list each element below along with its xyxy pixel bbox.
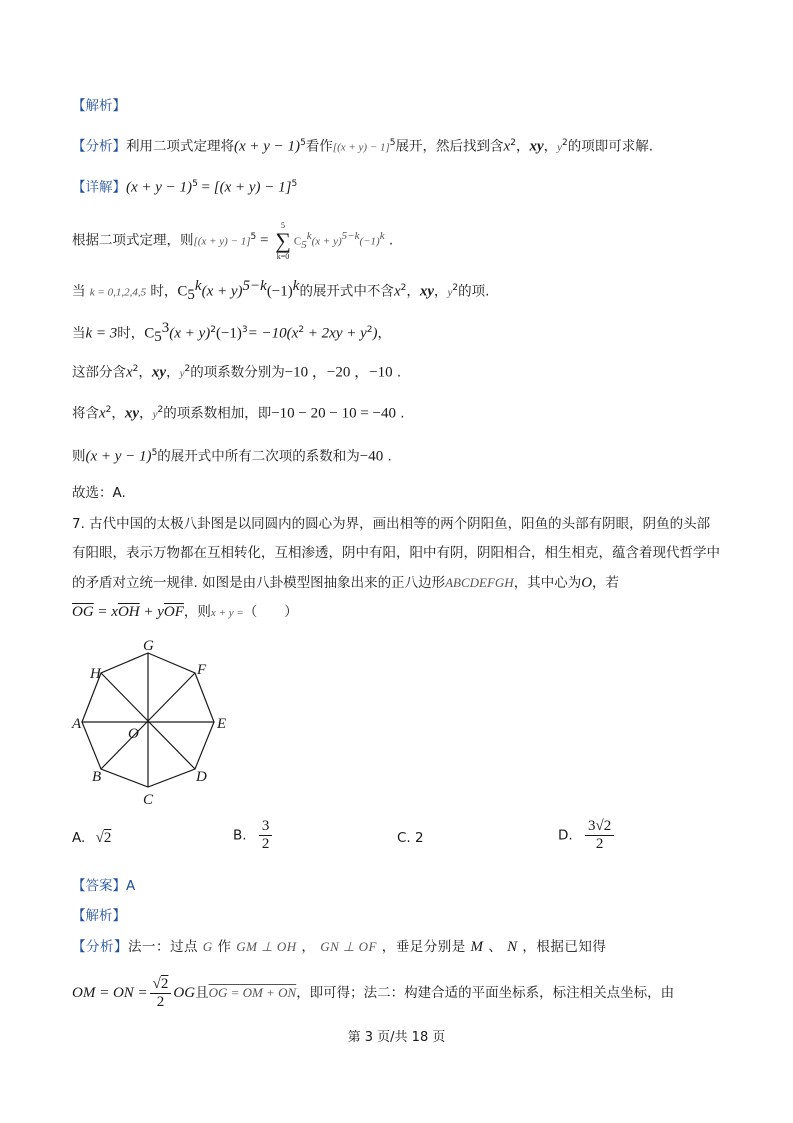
method-text-3: ，: [301, 939, 316, 955]
vec-of: $\overline{OF}$: [163, 604, 184, 620]
method-text-8: ，即可得；法二：构建合适的平面坐标系，标注相关点坐标，由: [296, 985, 675, 1001]
analysis-method-line: 【分析】法一：过点 G 作 GM ⊥ OH ， GN ⊥ OF ，垂足分别是 M 、 N ，根据已知得: [72, 939, 607, 955]
math-xy-sum: x + y =: [210, 607, 244, 619]
q7-text-2: ，其中心为: [513, 575, 582, 591]
octagon-figure: [70, 638, 240, 810]
math-gm: GM ⊥ OH: [236, 939, 297, 954]
math-c-exp: 5−k: [341, 230, 360, 242]
math-xy: xy: [529, 138, 544, 155]
q7-paren: （ ）: [243, 604, 298, 620]
math-m: M: [470, 939, 484, 955]
method-text-4: ，垂足分别是: [381, 939, 466, 955]
math-poly: (x + y − 1): [234, 138, 301, 155]
math-bracket: [(x + y) − 1]: [332, 141, 390, 154]
case-k-line: 当 k = 0,1,2,4,5 时，$C_5^k(x + y)^{5-k}(-1)^k$的展开式中不含$x^2$，xy，$y^2$的项.: [72, 278, 490, 304]
option-a-value: 2: [103, 830, 112, 846]
analysis-method-tag: 【分析】: [72, 939, 128, 955]
math-n: N: [507, 939, 518, 955]
option-d-num: 3√2: [585, 818, 614, 836]
section-analysis-heading-2: 【解析】: [72, 908, 126, 924]
label-g: G: [143, 638, 154, 654]
method-text-7: 且: [195, 985, 209, 1001]
math-exp-detail: 5: [192, 179, 198, 189]
analysis-text-3: 展开，然后找到含: [395, 138, 504, 155]
option-a[interactable]: A. √2: [72, 830, 112, 846]
coef-line: 这部分含$x^2$，xy，$y^2$的项系数分别为−10 ，−20 ，−10 .: [72, 364, 402, 381]
math-gn: GN ⊥ OF: [320, 939, 377, 954]
math-coefs: −10 ，−20 ，−10: [284, 364, 393, 381]
coef-sum-mid: 的项系数相加，即: [163, 405, 272, 422]
math-c-negexp: k: [379, 230, 385, 242]
coef-sum-line: 将含$x^2$，xy，$y^2$的项系数相加，即−10 − 20 − 10 = −40 .: [72, 405, 405, 422]
math-c: C: [293, 235, 302, 248]
q7-polygon: ABCDEFGH: [445, 575, 514, 590]
q7-text-3: ，若: [592, 575, 620, 591]
eq-y: + y: [139, 604, 164, 620]
analysis-text-1: 利用二项式定理将: [126, 138, 234, 155]
case-prefix: 当: [72, 283, 86, 300]
sum-bottom: k=0: [276, 251, 290, 261]
eq-x: = x: [93, 604, 118, 620]
math-y2: y: [557, 141, 562, 154]
q7-text: 7. 古代中国的太极八卦图是以同圆内的圆心为界，画出相等的两个阴阳鱼，阳鱼的头部有阴眼，阴鱼的头部有阳眼，表示万物都在互相转化，互相渗透，阴中有阳，阳中有阴，阴阳相合，相生相克，蕴含着现代哲学中的矛盾对立统一规律. 如图是由八卦模型图抽象出来的正八边形: [72, 516, 720, 591]
math-vec-eq: OG = OM + ON: [208, 985, 297, 1000]
math-c-sup: k: [306, 230, 312, 242]
conclusion-line: 则$(x + y - 1)^5$的展开式中所有二次项的系数和为−40 .: [72, 448, 392, 465]
math-k3: k = 3: [85, 325, 118, 342]
math-exp: 5: [300, 138, 306, 148]
case-tail: 的项.: [458, 283, 490, 300]
answer-tag: 【答案】A: [72, 878, 136, 894]
math-c-neg: (−1): [359, 235, 380, 248]
sum-top: 5: [281, 220, 286, 230]
q7-then: ，则: [183, 604, 211, 620]
option-b-label: B.: [233, 827, 247, 844]
label-b: B: [92, 769, 102, 785]
math-poly-detail: (x + y − 1): [126, 179, 193, 196]
analysis-tag: 【分析】: [72, 138, 126, 155]
label-a: A: [72, 716, 82, 732]
detail-tag: 【详解】: [72, 179, 126, 196]
page-footer: 第 3 页/共 18 页: [347, 1030, 446, 1045]
label-f: F: [197, 662, 207, 678]
math-x2: x: [503, 138, 511, 155]
math-sum-coefs: −10 − 20 − 10 = −40: [271, 405, 397, 422]
math-og: OG: [173, 985, 196, 1001]
option-b[interactable]: [233, 818, 274, 853]
q7-center: O: [581, 575, 593, 591]
option-b-den: 2: [261, 836, 270, 852]
k3-prefix: 当: [72, 325, 86, 342]
math-c3-expr: = −10(x: [247, 325, 299, 342]
math-exp-2: 5: [389, 138, 396, 148]
option-d-label: D.: [558, 827, 573, 844]
label-h: H: [90, 666, 101, 682]
label-d: D: [196, 769, 207, 785]
label-c: C: [143, 792, 154, 808]
k3-mid: 时，: [117, 325, 145, 342]
case-end: 的展开式中不含: [299, 283, 394, 300]
analysis-paragraph: 【分析】利用二项式定理将$(x + y - 1)^5$看作$[(x + y) - 1]^5$展开，然后找到含$x^2$，xy，$y^2$的项即可求解.: [72, 138, 654, 155]
math-c-rest: (x + y): [311, 235, 342, 248]
math-total: −40: [359, 448, 384, 465]
analysis-method-line-2: OM = ON = $\frac{√2}{2}$ OG且OG = OM + ON，即可得；法二：构建合适的平面坐标系，标注相关点坐标，由: [72, 975, 675, 1010]
sigma-symbol: 5 ∑ k=0: [275, 220, 291, 261]
answer-line: [72, 876, 135, 896]
math-bracket-2: [(x + y) − 1]: [193, 235, 251, 248]
section-analysis-heading: 【解析】: [72, 98, 126, 114]
method-text-6: ，根据已知得: [522, 939, 607, 955]
option-c[interactable]: C. 2: [397, 830, 424, 846]
label-o: O: [128, 726, 139, 742]
option-a-label: A.: [72, 830, 86, 846]
case-k3-line: 当k = 3时，$C_5^3(x + y)^2(-1)^3= -10(x^2 + 2xy + y^2)$，: [72, 320, 391, 346]
coef-mid: 的项系数分别为: [190, 364, 285, 381]
question-7: [72, 510, 720, 628]
method-text-5: 、: [488, 939, 503, 955]
option-d-den: 2: [595, 836, 604, 852]
label-e: E: [217, 716, 227, 732]
math-c3-tail: + 2xy + y: [304, 325, 367, 342]
analysis-text-4: 的项即可求解.: [567, 138, 654, 155]
analysis-text-2: 看作: [305, 138, 333, 155]
math-c-sub: 5: [301, 239, 307, 252]
option-b-num: 3: [259, 818, 273, 836]
case-mid: 时，: [150, 283, 178, 300]
method-text-2: 作: [217, 939, 232, 955]
conclusion-text: 则: [72, 448, 86, 465]
choice-line: 故选：A.: [72, 485, 126, 501]
conclusion-mid: 的展开式中所有二次项的系数和为: [157, 448, 360, 465]
vec-og: $\overline{OG}$: [72, 604, 94, 620]
coef-sum-text: 将含: [72, 405, 99, 422]
binomial-line: 根据二项式定理，则$[(x + y) - 1]^5$ = 5 ∑ k=0 $C_5^k(x + y)^{5-k}(-1)^k$ .: [72, 220, 394, 261]
option-d[interactable]: [558, 818, 616, 853]
binomial-prefix: 根据二项式定理，则: [72, 232, 194, 249]
detail-paragraph: 【详解】$(x + y - 1)^5 = [(x + y) - 1]^5$: [72, 179, 298, 196]
vec-oh: $\overline{OH}$: [117, 604, 140, 620]
math-om-on: OM = ON =: [72, 985, 148, 1001]
method-text-1: 法一：过点: [128, 939, 198, 955]
coef-text: 这部分含: [72, 364, 126, 381]
math-kvals: k = 0,1,2,4,5: [89, 286, 147, 299]
